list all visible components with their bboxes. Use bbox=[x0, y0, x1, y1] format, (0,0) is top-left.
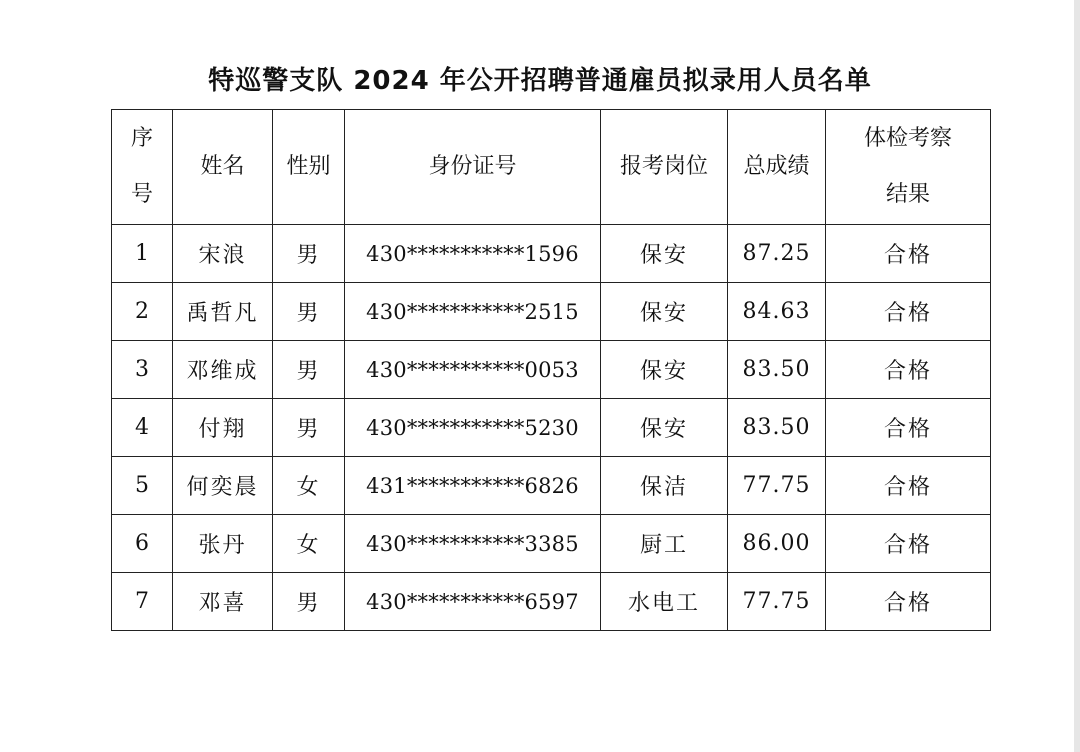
cell-total-score: 87.25 bbox=[728, 225, 826, 283]
cell-gender: 男 bbox=[273, 225, 345, 283]
cell-result: 合格 bbox=[826, 573, 991, 631]
cell-id-number: 430***********0053 bbox=[345, 341, 601, 399]
cell-seq: 1 bbox=[112, 225, 173, 283]
cell-total-score: 84.63 bbox=[728, 283, 826, 341]
cell-gender: 女 bbox=[273, 515, 345, 573]
cell-id-number: 430***********2515 bbox=[345, 283, 601, 341]
cell-total-score: 83.50 bbox=[728, 341, 826, 399]
cell-gender: 男 bbox=[273, 399, 345, 457]
cell-seq: 7 bbox=[112, 573, 173, 631]
page-edge bbox=[1074, 0, 1080, 752]
table-row bbox=[112, 515, 991, 573]
cell-name: 付翔 bbox=[173, 399, 273, 457]
cell-result: 合格 bbox=[826, 225, 991, 283]
hiring-roster-table bbox=[111, 109, 991, 631]
header-name: 姓名 bbox=[173, 110, 273, 225]
cell-gender: 男 bbox=[273, 341, 345, 399]
cell-name: 何奕晨 bbox=[173, 457, 273, 515]
cell-id-number: 430***********5230 bbox=[345, 399, 601, 457]
header-seq bbox=[112, 110, 173, 225]
cell-position: 保安 bbox=[601, 225, 728, 283]
cell-position: 厨工 bbox=[601, 515, 728, 573]
cell-name: 宋浪 bbox=[173, 225, 273, 283]
cell-id-number: 430***********3385 bbox=[345, 515, 601, 573]
table-row bbox=[112, 341, 991, 399]
cell-name: 禹哲凡 bbox=[173, 283, 273, 341]
cell-seq: 5 bbox=[112, 457, 173, 515]
cell-name: 邓喜 bbox=[173, 573, 273, 631]
cell-result: 合格 bbox=[826, 283, 991, 341]
header-id-number: 身份证号 bbox=[345, 110, 601, 225]
header-gender: 性别 bbox=[273, 110, 345, 225]
table-row bbox=[112, 399, 991, 457]
cell-result: 合格 bbox=[826, 457, 991, 515]
header-seq-label: 序号 bbox=[130, 126, 153, 207]
cell-result: 合格 bbox=[826, 341, 991, 399]
cell-seq: 4 bbox=[112, 399, 173, 457]
table-row bbox=[112, 573, 991, 631]
cell-position: 保洁 bbox=[601, 457, 728, 515]
cell-position: 水电工 bbox=[601, 573, 728, 631]
cell-seq: 3 bbox=[112, 341, 173, 399]
cell-position: 保安 bbox=[601, 283, 728, 341]
cell-result: 合格 bbox=[826, 515, 991, 573]
cell-name: 张丹 bbox=[173, 515, 273, 573]
table-header-row bbox=[112, 110, 991, 225]
cell-id-number: 430***********6597 bbox=[345, 573, 601, 631]
cell-total-score: 77.75 bbox=[728, 573, 826, 631]
table-row bbox=[112, 283, 991, 341]
table-row bbox=[112, 457, 991, 515]
header-result bbox=[826, 110, 991, 225]
cell-position: 保安 bbox=[601, 341, 728, 399]
cell-position: 保安 bbox=[601, 399, 728, 457]
cell-total-score: 86.00 bbox=[728, 515, 826, 573]
cell-seq: 2 bbox=[112, 283, 173, 341]
cell-name: 邓维成 bbox=[173, 341, 273, 399]
cell-seq: 6 bbox=[112, 515, 173, 573]
cell-total-score: 77.75 bbox=[728, 457, 826, 515]
cell-gender: 女 bbox=[273, 457, 345, 515]
header-result-label: 体检考察结果 bbox=[863, 126, 952, 207]
cell-total-score: 83.50 bbox=[728, 399, 826, 457]
cell-gender: 男 bbox=[273, 283, 345, 341]
cell-result: 合格 bbox=[826, 399, 991, 457]
header-position: 报考岗位 bbox=[601, 110, 728, 225]
cell-gender: 男 bbox=[273, 573, 345, 631]
table-row bbox=[112, 225, 991, 283]
cell-id-number: 431***********6826 bbox=[345, 457, 601, 515]
header-total-score: 总成绩 bbox=[728, 110, 826, 225]
cell-id-number: 430***********1596 bbox=[345, 225, 601, 283]
document-title: 特巡警支队 2024 年公开招聘普通雇员拟录用人员名单 bbox=[208, 66, 872, 96]
